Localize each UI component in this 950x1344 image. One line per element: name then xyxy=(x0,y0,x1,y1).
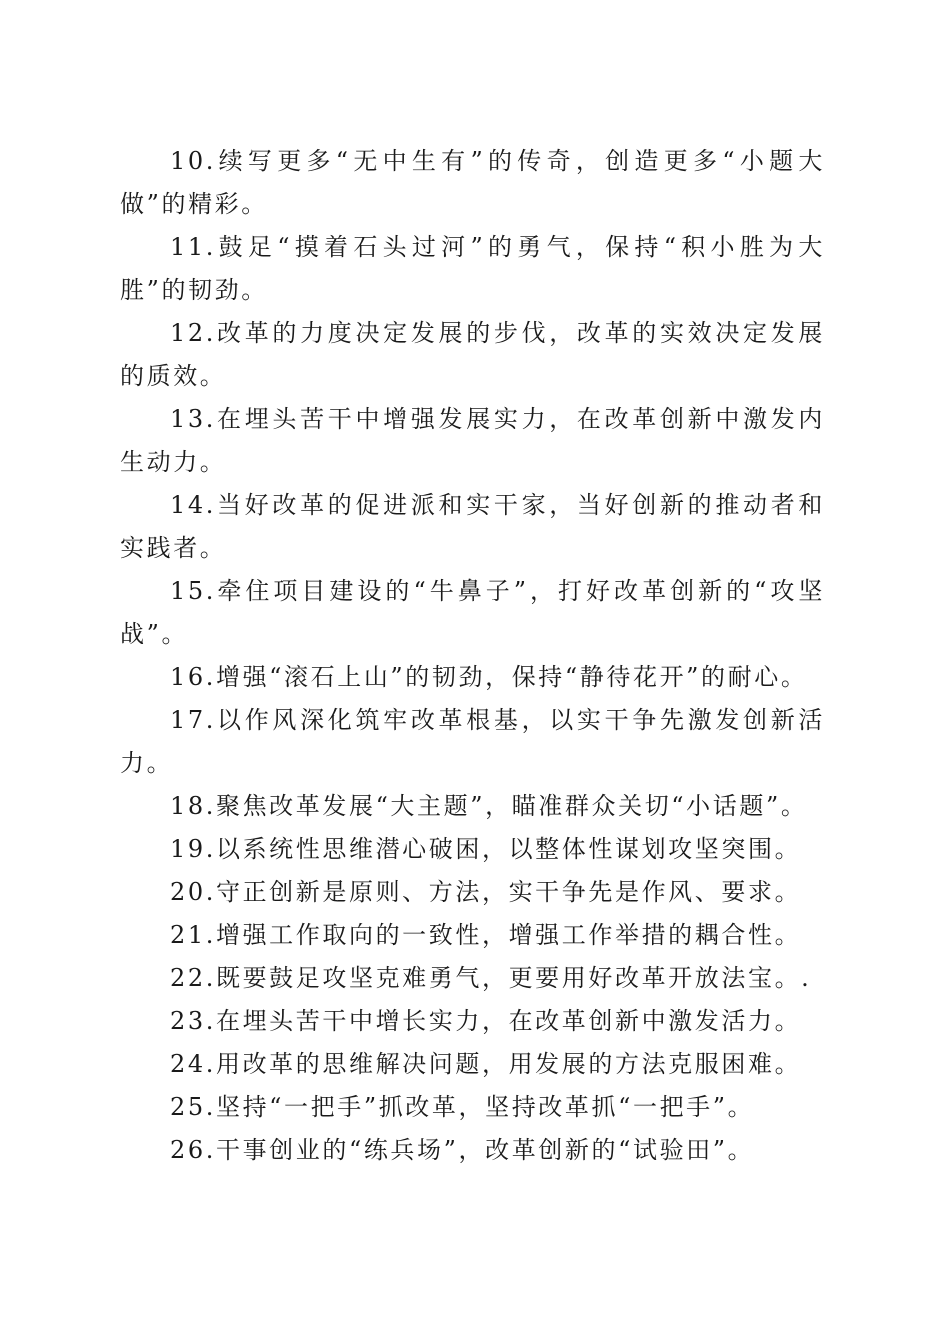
paragraph-25: 25.坚持“一把手”抓改革，坚持改革抓“一把手”。 xyxy=(170,1093,755,1121)
paragraph-17: 17.以作风深化筑牢改革根基，以实干争先激发创新活力。 xyxy=(120,706,825,777)
paragraph-10: 10.续写更多“无中生有”的传奇，创造更多“小题大做”的精彩。 xyxy=(120,147,825,218)
document-page xyxy=(120,140,825,1172)
paragraph-22: 22.既要鼓足攻坚克难勇气，更要用好改革开放法宝。. xyxy=(170,964,812,992)
paragraph-20: 20.守正创新是原则、方法，实干争先是作风、要求。 xyxy=(170,878,802,906)
paragraph-18: 18.聚焦改革发展“大主题”，瞄准群众关切“小话题”。 xyxy=(170,792,808,820)
paragraph-21: 21.增强工作取向的一致性，增强工作举措的耦合性。 xyxy=(170,921,802,949)
paragraph-19: 19.以系统性思维潜心破困，以整体性谋划攻坚突围。 xyxy=(170,835,802,863)
paragraph-13: 13.在埋头苦干中增强发展实力，在改革创新中激发内生动力。 xyxy=(120,405,825,476)
paragraph-16: 16.增强“滚石上山”的韧劲，保持“静待花开”的耐心。 xyxy=(170,663,808,691)
paragraph-26: 26.干事创业的“练兵场”，改革创新的“试验田”。 xyxy=(170,1136,755,1164)
paragraph-23: 23.在埋头苦干中增长实力，在改革创新中激发活力。 xyxy=(170,1007,802,1035)
paragraph-14: 14.当好改革的促进派和实干家，当好创新的推动者和实践者。 xyxy=(120,491,825,562)
paragraph-12: 12.改革的力度决定发展的步伐，改革的实效决定发展的质效。 xyxy=(120,319,825,390)
paragraph-24: 24.用改革的思维解决问题，用发展的方法克服困难。 xyxy=(170,1050,802,1078)
paragraph-11: 11.鼓足“摸着石头过河”的勇气，保持“积小胜为大胜”的韧劲。 xyxy=(120,233,825,304)
paragraph-15: 15.牵住项目建设的“牛鼻子”，打好改革创新的“攻坚战”。 xyxy=(120,577,825,648)
